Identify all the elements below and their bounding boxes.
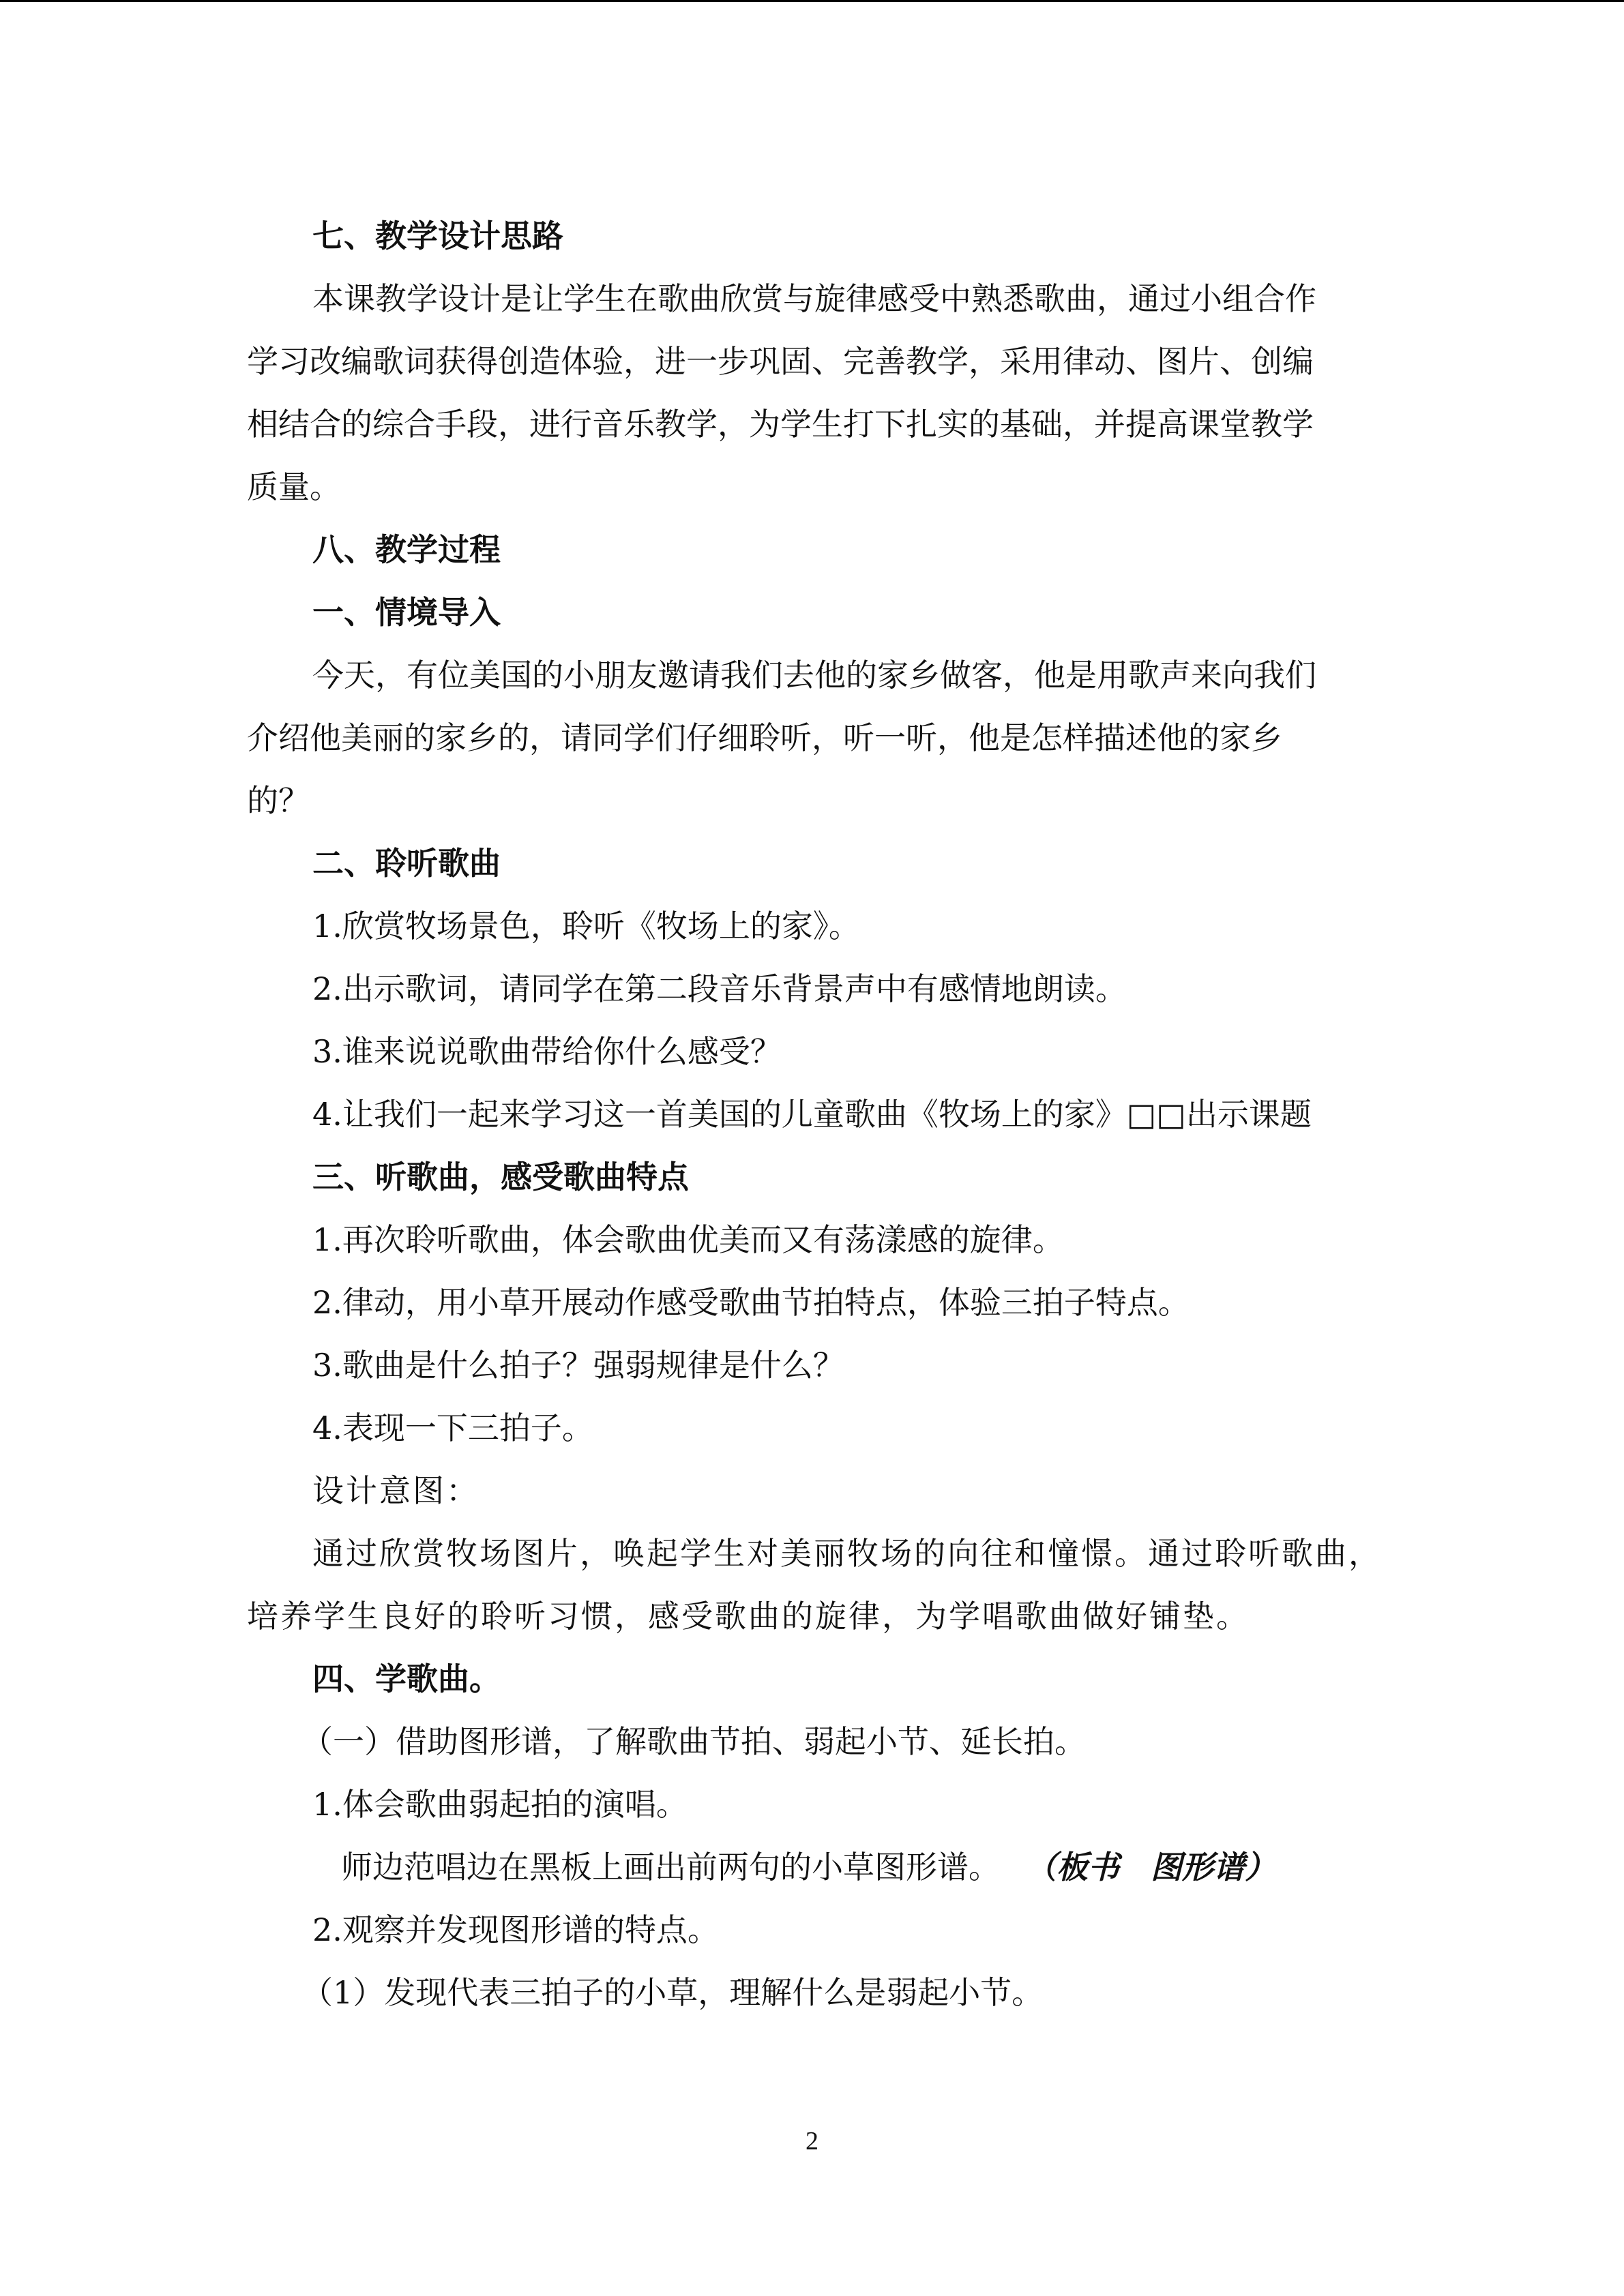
board-note: （板书 图形谱） xyxy=(1041,1849,1276,1885)
paragraph-line: 相结合的综合手段，进行音乐教学，为学生打下扎实的基础，并提高课堂教学 xyxy=(247,406,1314,443)
list-item: 2.观察并发现图形谱的特点。 xyxy=(312,1911,719,1948)
section-heading-design-idea: 七、教学设计思路 xyxy=(312,218,563,254)
paragraph-line: 今天，有位美国的小朋友邀请我们去他的家乡做客，他是用歌声来向我们 xyxy=(312,657,1316,694)
detail-text: 师边范唱边在黑板上画出前两句的小草图形谱。 xyxy=(341,1849,1000,1885)
design-intent-label: 设计意图： xyxy=(312,1472,479,1509)
list-item: 1.欣赏牧场景色，聆听《牧场上的家》。 xyxy=(312,908,860,944)
list-item: 3.谁来说说歌曲带给你什么感受？ xyxy=(312,1033,782,1070)
list-item: 4.表现一下三拍子。 xyxy=(312,1410,593,1446)
paragraph-line: 学习改编歌词获得创造体验，进一步巩固、完善教学，采用律动、图片、创编 xyxy=(247,343,1314,380)
page-number: 2 xyxy=(806,2127,818,2156)
subsection-heading-learn-song: 四、学歌曲。 xyxy=(312,1660,501,1697)
subsection-heading-features: 三、听歌曲，感受歌曲特点 xyxy=(312,1159,689,1195)
page-top-border xyxy=(0,0,1624,2)
document-body xyxy=(247,205,1382,2024)
list-subitem: （1）发现代表三拍子的小草，理解什么是弱起小节。 xyxy=(301,1974,1044,2011)
list-item: 4.让我们一起来学习这一首美国的儿童歌曲《牧场上的家》□□出示课题 xyxy=(312,1096,1312,1133)
list-item: 2.出示歌词，请同学在第二段音乐背景声中有感情地朗读。 xyxy=(312,970,1127,1007)
list-item: 3.歌曲是什么拍子？强弱规律是什么？ xyxy=(312,1347,844,1384)
paragraph-line: 介绍他美丽的家乡的，请同学们仔细聆听，听一听，他是怎样描述他的家乡 xyxy=(247,719,1282,756)
subsection-heading-intro: 一、情境导入 xyxy=(312,594,501,631)
list-item: 1.体会歌曲弱起拍的演唱。 xyxy=(312,1786,688,1823)
paragraph-line: 本课教学设计是让学生在歌曲欣赏与旋律感受中熟悉歌曲，通过小组合作 xyxy=(312,280,1316,317)
design-intent-line: 通过欣赏牧场图片，唤起学生对美丽牧场的向往和憧憬。通过聆听歌曲， xyxy=(312,1535,1382,1572)
paragraph-line: 质量。 xyxy=(247,468,341,505)
list-item: 2.律动，用小草开展动作感受歌曲节拍特点，体验三拍子特点。 xyxy=(312,1284,1190,1321)
paragraph-line: 的？ xyxy=(247,782,310,819)
design-intent-line: 培养学生良好的聆听习惯，感受歌曲的旋律，为学唱歌曲做好铺垫。 xyxy=(247,1598,1250,1635)
list-item-detail xyxy=(247,1836,1365,1898)
subsection-heading-listen: 二、聆听歌曲 xyxy=(312,845,501,882)
list-item: 1.再次聆听歌曲，体会歌曲优美而又有荡漾感的旋律。 xyxy=(312,1221,1064,1258)
section-heading-teaching-process: 八、教学过程 xyxy=(312,531,501,568)
sub-subsection-heading: （一）借助图形谱，了解歌曲节拍、弱起小节、延长拍。 xyxy=(301,1723,1086,1760)
